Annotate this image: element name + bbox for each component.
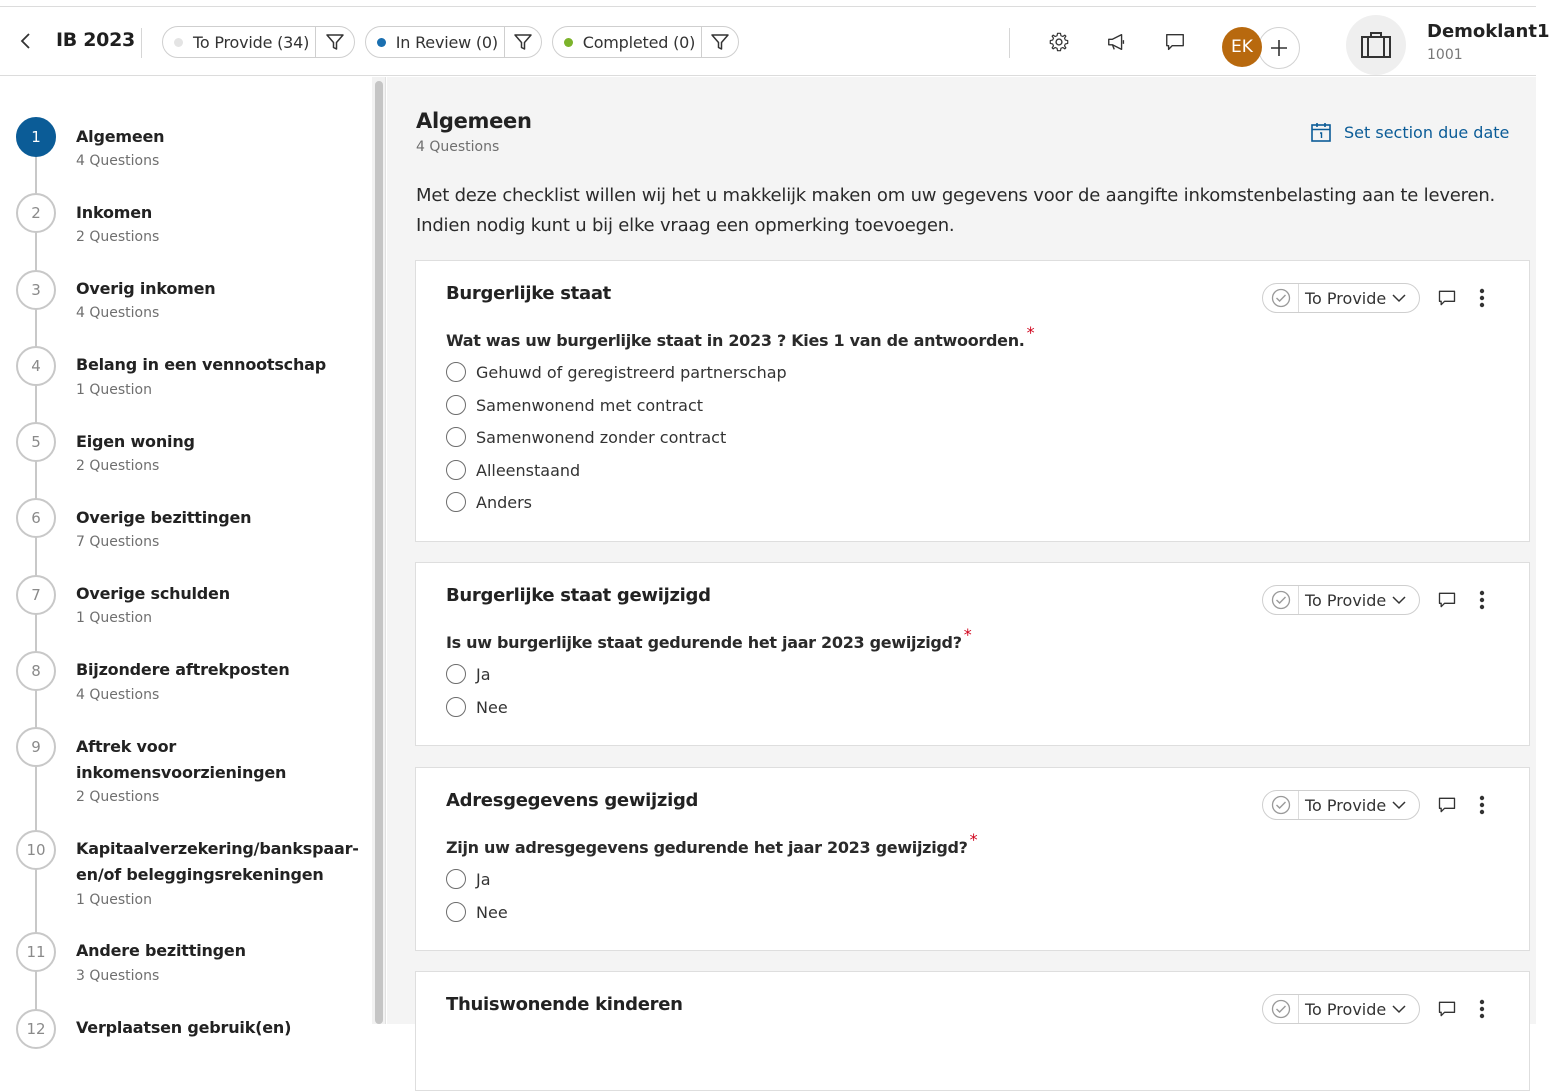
card-title: Thuiswonende kinderen bbox=[446, 994, 683, 1015]
question-text: Wat was uw burgerlijke staat in 2023 ? Kies 1 van de antwoorden. * bbox=[446, 323, 1035, 350]
step-name: Overige schulden bbox=[76, 584, 230, 603]
radio-button[interactable] bbox=[446, 902, 466, 922]
step-number: 1 bbox=[16, 117, 56, 157]
filter-pill-to-provide[interactable] bbox=[162, 26, 355, 58]
step-number: 8 bbox=[16, 651, 56, 691]
step-count: 3 Questions bbox=[76, 968, 160, 984]
step-count: 4 Questions bbox=[76, 153, 160, 169]
step-name: Inkomen bbox=[76, 203, 153, 222]
check-circle-icon bbox=[1263, 995, 1299, 1023]
comments-button[interactable] bbox=[1163, 30, 1187, 54]
top-bar bbox=[0, 6, 1550, 76]
step-name: Kapitaalverzekering/bankspaar-en/of beleggingsrekeningen bbox=[76, 839, 359, 884]
more-vertical-icon bbox=[1479, 288, 1485, 308]
radio-option[interactable] bbox=[446, 869, 491, 889]
step-name: Algemeen bbox=[76, 127, 165, 146]
option-label: Ja bbox=[476, 869, 491, 889]
status-dropdown[interactable] bbox=[1262, 283, 1420, 313]
radio-button[interactable] bbox=[446, 697, 466, 717]
step-number: 12 bbox=[16, 1009, 56, 1049]
option-label: Gehuwd of geregistreerd partnerschap bbox=[476, 362, 787, 382]
avatar[interactable]: EK bbox=[1222, 27, 1262, 67]
status-dropdown[interactable] bbox=[1262, 790, 1420, 820]
radio-option[interactable] bbox=[446, 902, 508, 922]
filter-pill-completed[interactable] bbox=[552, 26, 739, 58]
radio-button[interactable] bbox=[446, 492, 466, 512]
more-options-button[interactable] bbox=[1472, 794, 1492, 816]
more-vertical-icon bbox=[1479, 999, 1485, 1019]
add-comment-button[interactable] bbox=[1436, 998, 1458, 1020]
check-circle-icon bbox=[1263, 284, 1299, 312]
option-label: Nee bbox=[476, 697, 508, 717]
step-name: Andere bezittingen bbox=[76, 941, 246, 960]
status-label: To Provide bbox=[1305, 795, 1387, 815]
megaphone-icon bbox=[1106, 31, 1128, 53]
comment-icon bbox=[1437, 795, 1457, 815]
radio-option[interactable] bbox=[446, 492, 532, 512]
filter-pill-in-review[interactable] bbox=[365, 26, 542, 58]
question-card bbox=[415, 767, 1530, 951]
step-count: 1 Question bbox=[76, 382, 152, 398]
option-label: Samenwonend zonder contract bbox=[476, 427, 727, 447]
card-title: Burgerlijke staat bbox=[446, 283, 611, 304]
section-title: Algemeen bbox=[416, 109, 532, 133]
section-sidebar bbox=[0, 77, 372, 1038]
more-vertical-icon bbox=[1479, 590, 1485, 610]
filter-icon bbox=[325, 32, 345, 52]
add-comment-button[interactable] bbox=[1436, 589, 1458, 611]
radio-option[interactable] bbox=[446, 427, 726, 447]
step-number: 4 bbox=[16, 346, 56, 386]
step-number: 11 bbox=[16, 932, 56, 972]
check-circle-icon bbox=[1263, 791, 1299, 819]
section-question-count: 4 Questions bbox=[416, 139, 500, 155]
radio-button[interactable] bbox=[446, 869, 466, 889]
step-count: 2 Questions bbox=[76, 789, 160, 805]
divider bbox=[1009, 28, 1010, 58]
add-comment-button[interactable] bbox=[1436, 287, 1458, 309]
due-date-label: Set section due date bbox=[1344, 122, 1510, 142]
status-dot-icon bbox=[377, 38, 386, 47]
step-count: 7 Questions bbox=[76, 534, 160, 550]
sidebar-scrollbar[interactable] bbox=[372, 77, 386, 1024]
filter-label: To Provide (34) bbox=[193, 32, 310, 52]
step-name: Bijzondere aftrekposten bbox=[76, 660, 290, 679]
status-dot-icon bbox=[174, 38, 183, 47]
chevron-down-icon bbox=[1392, 1004, 1406, 1014]
option-label: Ja bbox=[476, 664, 491, 684]
filter-button[interactable] bbox=[504, 27, 541, 57]
status-dropdown[interactable] bbox=[1262, 585, 1420, 615]
radio-button[interactable] bbox=[446, 460, 466, 480]
chevron-down-icon bbox=[1392, 293, 1406, 303]
add-comment-button[interactable] bbox=[1436, 794, 1458, 816]
comment-icon bbox=[1437, 999, 1457, 1019]
step-name: Belang in een vennootschap bbox=[76, 355, 326, 374]
card-title: Adresgegevens gewijzigd bbox=[446, 790, 699, 811]
card-title: Burgerlijke staat gewijzigd bbox=[446, 585, 711, 606]
more-vertical-icon bbox=[1479, 795, 1485, 815]
add-user-button[interactable] bbox=[1258, 27, 1300, 69]
filter-label: In Review (0) bbox=[395, 32, 498, 52]
status-label: To Provide bbox=[1305, 288, 1387, 308]
chevron-down-icon bbox=[1392, 595, 1406, 605]
set-due-date-button[interactable] bbox=[1310, 121, 1509, 143]
step-number: 3 bbox=[16, 270, 56, 310]
comment-icon bbox=[1437, 590, 1457, 610]
back-button[interactable] bbox=[14, 29, 38, 53]
radio-option[interactable] bbox=[446, 362, 787, 382]
step-number: 7 bbox=[16, 575, 56, 615]
radio-option[interactable] bbox=[446, 395, 703, 415]
settings-button[interactable] bbox=[1047, 30, 1071, 54]
comment-icon bbox=[1164, 31, 1186, 53]
question-card bbox=[415, 260, 1530, 542]
step-count: 4 Questions bbox=[76, 687, 160, 703]
radio-option[interactable] bbox=[446, 664, 491, 684]
scrollbar-thumb[interactable] bbox=[375, 81, 383, 1024]
step-count: 2 Questions bbox=[76, 229, 160, 245]
step-name: Overig inkomen bbox=[76, 279, 216, 298]
chevron-left-icon bbox=[19, 32, 33, 50]
step-name: Verplaatsen gebruik(en) bbox=[76, 1018, 292, 1037]
status-dropdown[interactable] bbox=[1262, 994, 1420, 1024]
client-name: Demoklant1 bbox=[1427, 21, 1550, 42]
section-intro: Met deze checklist willen wij het u makkelijk maken om uw gegevens voor de aangifte inkomstenbelasting aan te leveren. Indien nodig kunt u bij elke vraag een opmerking toevoegen. bbox=[416, 185, 1496, 236]
radio-option[interactable] bbox=[446, 460, 580, 480]
plus-icon bbox=[1269, 38, 1289, 58]
filter-button[interactable] bbox=[701, 27, 738, 57]
step-number: 2 bbox=[16, 193, 56, 233]
step-name: Aftrek voor inkomensvoorzieningen bbox=[76, 737, 287, 782]
option-label: Samenwonend met contract bbox=[476, 395, 704, 415]
step-count: 1 Question bbox=[76, 610, 152, 626]
client-id: 1001 bbox=[1427, 47, 1463, 63]
chevron-down-icon bbox=[1392, 800, 1406, 810]
step-number: 6 bbox=[16, 498, 56, 538]
step-count: 1 Question bbox=[76, 892, 152, 908]
step-number: 9 bbox=[16, 727, 56, 767]
question-text: Zijn uw adresgegevens gedurende het jaar 2023 gewijzigd? * bbox=[446, 830, 978, 857]
filter-icon bbox=[513, 32, 533, 52]
question-card bbox=[415, 971, 1530, 1091]
briefcase-icon bbox=[1360, 31, 1392, 59]
radio-option[interactable] bbox=[446, 697, 508, 717]
option-label: Alleenstaand bbox=[476, 460, 581, 480]
calendar-icon bbox=[1310, 121, 1332, 143]
more-options-button[interactable] bbox=[1472, 589, 1492, 611]
step-number: 5 bbox=[16, 422, 56, 462]
step-name: Overige bezittingen bbox=[76, 508, 252, 527]
question-text: Is uw burgerlijke staat gedurende het jaar 2023 gewijzigd? * bbox=[446, 625, 972, 652]
more-options-button[interactable] bbox=[1472, 287, 1492, 309]
status-label: To Provide bbox=[1305, 590, 1387, 610]
radio-button[interactable] bbox=[446, 362, 466, 382]
radio-button[interactable] bbox=[446, 664, 466, 684]
filter-icon bbox=[710, 32, 730, 52]
page-title: IB 2023 bbox=[56, 29, 135, 51]
filter-button[interactable] bbox=[315, 27, 353, 57]
step-number: 10 bbox=[16, 830, 56, 870]
option-label: Nee bbox=[476, 902, 508, 922]
filter-label: Completed (0) bbox=[582, 32, 696, 52]
status-label: To Provide bbox=[1305, 999, 1387, 1019]
option-label: Anders bbox=[476, 492, 532, 512]
main-content bbox=[387, 77, 1536, 1024]
divider bbox=[141, 28, 142, 58]
status-dot-icon bbox=[564, 38, 573, 47]
gear-icon bbox=[1048, 31, 1070, 53]
client-icon-button[interactable] bbox=[1346, 15, 1406, 75]
comment-icon bbox=[1437, 288, 1457, 308]
check-circle-icon bbox=[1263, 586, 1299, 614]
step-name: Eigen woning bbox=[76, 432, 195, 451]
step-count: 4 Questions bbox=[76, 305, 160, 321]
announcements-button[interactable] bbox=[1105, 30, 1129, 54]
question-card bbox=[415, 562, 1530, 746]
radio-button[interactable] bbox=[446, 427, 466, 447]
step-count: 2 Questions bbox=[76, 458, 160, 474]
radio-button[interactable] bbox=[446, 395, 466, 415]
more-options-button[interactable] bbox=[1472, 998, 1492, 1020]
